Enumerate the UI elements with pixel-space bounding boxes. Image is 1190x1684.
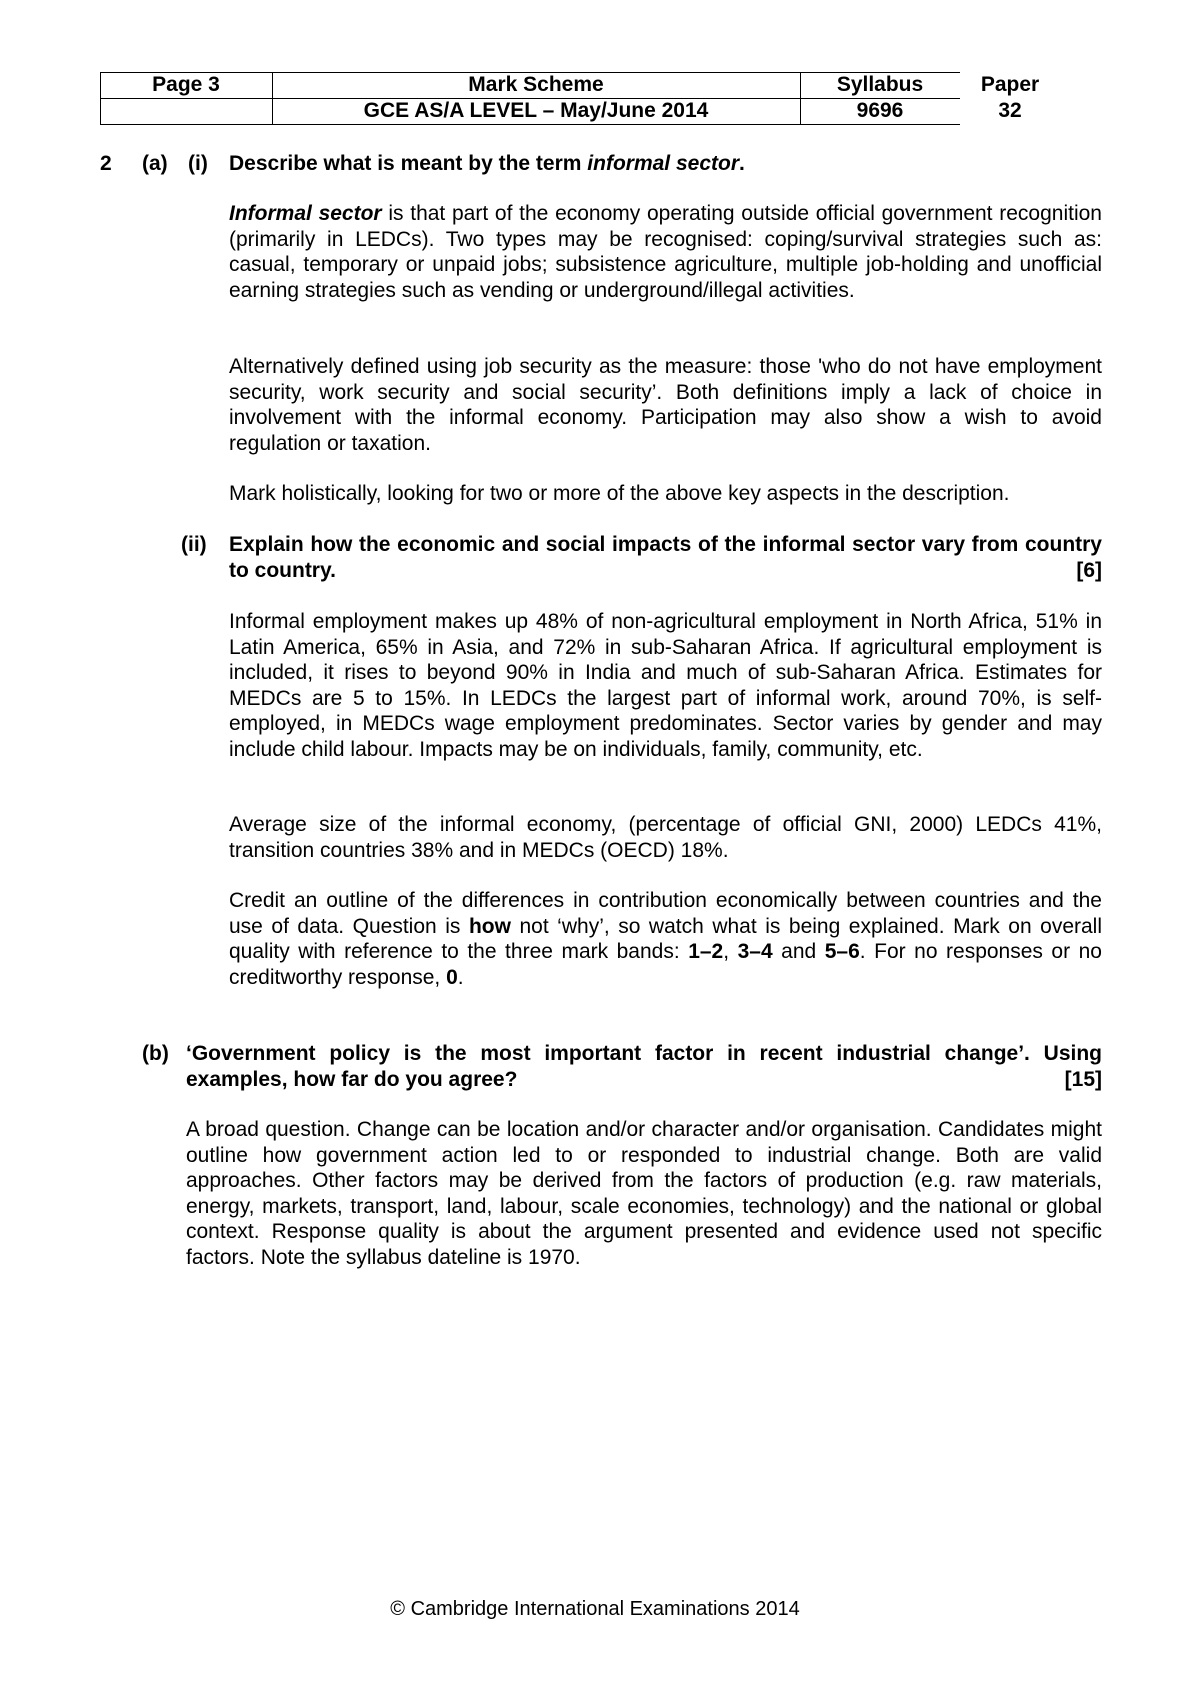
- a-i-p3-text: Mark holistically, looking for two or more of the above key aspects in the description.: [229, 482, 1010, 505]
- b-p1-text: A broad question. Change can be location and/or character and/or organisation. Candidates might outline how government action led to or responded to industrial change. Both are valid approaches. Other factors may be derived from the factors of production (e.g. raw materials, energy, markets, transport, land, labour, scale economies, technology) and the national or global context. Response quality is about the argument presented and evidence used not specific factors. Note the syllabus dateline is 1970.: [186, 1118, 1102, 1269]
- b-question-text: ‘Government policy is the most important factor in recent industrial change’. Using examples, how far do you agree?: [186, 1042, 1102, 1091]
- a-ii-p3-sep: ,: [723, 940, 738, 963]
- a-ii-paragraph-2: [229, 812, 1102, 863]
- mark-band-3: 5–6: [824, 940, 860, 963]
- mark-band-2: 3–4: [737, 940, 773, 963]
- a-ii-paragraph-3: [229, 888, 1102, 990]
- copyright-footer: © Cambridge International Examinations 2014: [390, 1598, 800, 1620]
- mark-scheme-label: Mark Scheme: [468, 73, 604, 96]
- a-ii-marks: [6]: [1076, 558, 1102, 582]
- a-i-question-prefix: Describe what is meant by the term: [229, 152, 588, 175]
- a-ii-question-text: Explain how the economic and social impacts of the informal sector vary from country to country.: [229, 533, 1102, 582]
- a-i-question: [229, 151, 1102, 177]
- header-bottom-rule: [100, 124, 960, 125]
- paper-number: 32: [998, 99, 1022, 122]
- b-marks: [15]: [1064, 1067, 1102, 1091]
- syllabus-code: 9696: [856, 99, 904, 122]
- b-question: [186, 1041, 1102, 1092]
- a-i-question-term: informal sector: [587, 152, 740, 175]
- a-i-question-suffix: .: [739, 152, 745, 175]
- paper-label: Paper: [980, 73, 1040, 96]
- a-i-p2-text: Alternatively defined using job security as the measure: those 'who do not have employment security, work security and social security’. Both definitions imply a lack of choice in involvement with the informal economy. Participation may also show a wish to avoid regulation or taxation.: [229, 355, 1102, 455]
- header-table: [100, 72, 1060, 124]
- part-a-i-label: (i): [188, 152, 208, 175]
- part-a-label: (a): [142, 152, 168, 175]
- a-ii-p1-text: Informal employment makes up 48% of non-agricultural employment in North Africa, 51% in Latin America, 65% in Asia, and 72% in sub-Saharan Africa. If agricultural employment is included, it rises to beyond 90% in India and much of sub-Saharan Africa. Estimates for MEDCs are 5 to 15%. In LEDCs the largest part of informal work, around 70%, is self-employed, in MEDCs wage employment predominates. Sector varies by gender and may include child labour. Impacts may be on individuals, family, community, etc.: [229, 610, 1102, 761]
- part-a-ii-label: (ii): [181, 533, 207, 556]
- a-i-paragraph-1: [229, 201, 1102, 303]
- a-i-term: Informal sector: [229, 202, 382, 225]
- a-ii-p2-text: Average size of the informal economy, (percentage of official GNI, 2000) LEDCs 41%, transition countries 38% and in MEDCs (OECD) 18%.: [229, 813, 1102, 862]
- a-ii-question: [229, 532, 1102, 583]
- exam-title: GCE AS/A LEVEL – May/June 2014: [363, 99, 709, 122]
- page-label: Page 3: [152, 73, 220, 96]
- a-ii-paragraph-1: [229, 609, 1102, 762]
- a-ii-p3-end: .: [457, 965, 464, 989]
- a-ii-p3-text-c: . For no responses or no creditworthy response,: [229, 940, 1102, 989]
- mark-zero: 0: [446, 965, 458, 989]
- a-i-paragraph-2: [229, 354, 1102, 456]
- a-ii-p3-and: and: [772, 940, 825, 963]
- a-i-p1-text: is that part of the economy operating outside official government recognition (primarily in LEDCs). Two types may be recognised: coping/survival strategies such as: casual, temporary or unpaid jobs; subsistence agriculture, multiple job-holding and unofficial earning strategies such as vending or underground/illegal activities.: [229, 202, 1102, 302]
- a-ii-p3-text-a: Credit an outline of the differences in contribution economically between countries and the use of data. Question is: [229, 889, 1102, 938]
- b-paragraph-1: [186, 1117, 1102, 1270]
- a-ii-p3-how: how: [468, 914, 511, 938]
- mark-band-1: 1–2: [688, 940, 724, 963]
- question-number: 2: [100, 152, 112, 175]
- a-ii-p3-text-b: not ‘why’, so watch what is being explained. Mark on overall quality with reference to the three mark bands:: [229, 914, 1103, 963]
- part-b-label: (b): [142, 1042, 169, 1065]
- a-i-paragraph-3: [229, 481, 1102, 507]
- syllabus-label: Syllabus: [836, 73, 924, 96]
